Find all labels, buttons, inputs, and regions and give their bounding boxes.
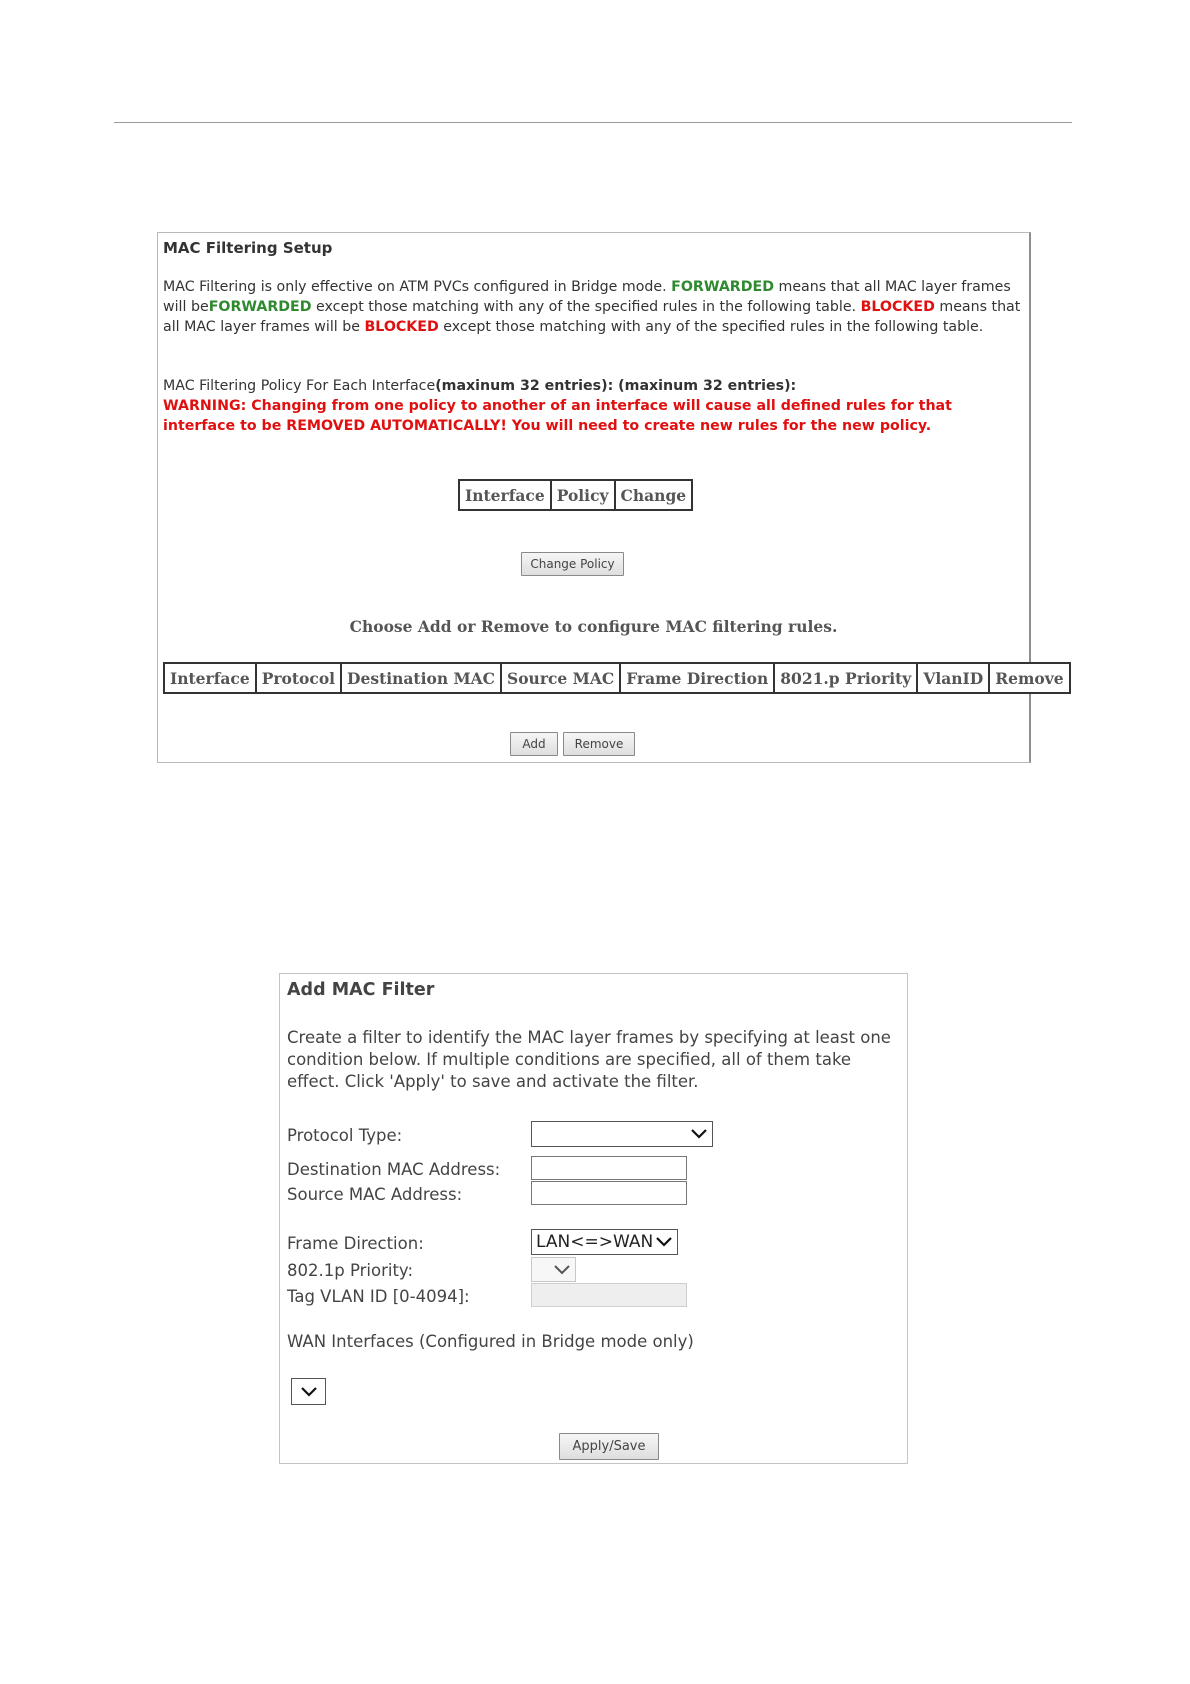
- chevron-down-icon: [553, 1264, 571, 1276]
- policy-col-change: Change: [615, 480, 693, 510]
- choose-instruction: Choose Add or Remove to configure MAC filtering rules.: [349, 617, 838, 636]
- policy-description: [163, 277, 1023, 337]
- policy-interface-label: MAC Filtering Policy For Each Interface: [163, 378, 436, 394]
- max-entries-text: (maxinum 32 entries): (maxinum 32 entries):: [435, 378, 797, 394]
- description-text: except those matching with any of the specified rules in the following table.: [438, 319, 984, 335]
- chevron-down-icon: [690, 1128, 708, 1140]
- rules-col-protocol: Protocol: [256, 663, 341, 693]
- rules-col-destination-mac: Destination MAC: [341, 663, 501, 693]
- blocked-keyword: BLOCKED: [364, 319, 439, 335]
- add-mac-filter-panel: [279, 973, 908, 1464]
- protocol-type-label: Protocol Type:: [287, 1126, 403, 1145]
- rules-col-interface: Interface: [164, 663, 256, 693]
- chevron-down-icon: [655, 1236, 673, 1248]
- description-text: except those matching with any of the specified rules in the following table.: [311, 299, 861, 315]
- description-text: means that all MAC layer frames will be: [163, 279, 1011, 315]
- vlan-id-label: Tag VLAN ID [0-4094]:: [287, 1287, 470, 1306]
- policy-col-interface: Interface: [459, 480, 551, 510]
- rules-col-vlanid: VlanID: [917, 663, 989, 693]
- policy-interface-text: [163, 376, 1023, 436]
- protocol-type-select[interactable]: [531, 1121, 713, 1147]
- vlan-id-input[interactable]: [531, 1283, 687, 1307]
- frame-direction-value: LAN<=>WAN: [536, 1232, 654, 1252]
- wan-interface-select[interactable]: [291, 1378, 326, 1405]
- warning-text: WARNING: Changing from one policy to another of an interface will cause all defined rules for that interface to be REMOVED AUTOMATICALLY! You will need to create new rules for the new policy.: [163, 398, 952, 434]
- mac-filtering-setup-panel: [157, 232, 1064, 763]
- blocked-keyword: BLOCKED: [860, 299, 935, 315]
- wan-interfaces-label: WAN Interfaces (Configured in Bridge mode only): [287, 1332, 694, 1351]
- rules-col-remove: Remove: [989, 663, 1069, 693]
- priority-label: 802.1p Priority:: [287, 1261, 414, 1280]
- rules-col-priority: 8021.p Priority: [774, 663, 917, 693]
- frame-direction-select[interactable]: [531, 1229, 678, 1255]
- policy-col-policy: Policy: [551, 480, 615, 510]
- frame-direction-label: Frame Direction:: [287, 1234, 424, 1253]
- rules-table: [163, 662, 1071, 694]
- rules-col-frame-direction: Frame Direction: [620, 663, 774, 693]
- change-policy-button[interactable]: Change Policy: [521, 552, 624, 576]
- rules-col-source-mac: Source MAC: [501, 663, 620, 693]
- forwarded-keyword: FORWARDED: [671, 279, 774, 295]
- policy-table: [458, 479, 693, 511]
- description-text: means that all MAC layer frames will be: [163, 299, 1021, 335]
- description-text: MAC Filtering is only effective on ATM PVCs configured in Bridge mode.: [163, 279, 672, 295]
- panel-title: Add MAC Filter: [287, 980, 435, 1000]
- destination-mac-input[interactable]: [531, 1156, 687, 1180]
- priority-select[interactable]: [531, 1257, 576, 1282]
- source-mac-label: Source MAC Address:: [287, 1185, 463, 1204]
- remove-button[interactable]: Remove: [563, 732, 635, 756]
- panel-title: MAC Filtering Setup: [163, 239, 333, 257]
- filter-instructions: Create a filter to identify the MAC layer frames by specifying at least one condition below. If multiple conditions are specified, all of them take effect. Click 'Apply' to save and activate the filter.: [287, 1028, 891, 1091]
- chevron-down-icon: [300, 1386, 318, 1398]
- destination-mac-label: Destination MAC Address:: [287, 1160, 501, 1179]
- forwarded-keyword: FORWARDED: [208, 299, 312, 315]
- page-divider: [114, 122, 1072, 123]
- add-button[interactable]: Add: [510, 732, 558, 756]
- apply-save-button[interactable]: Apply/Save: [559, 1433, 659, 1460]
- source-mac-input[interactable]: [531, 1181, 687, 1205]
